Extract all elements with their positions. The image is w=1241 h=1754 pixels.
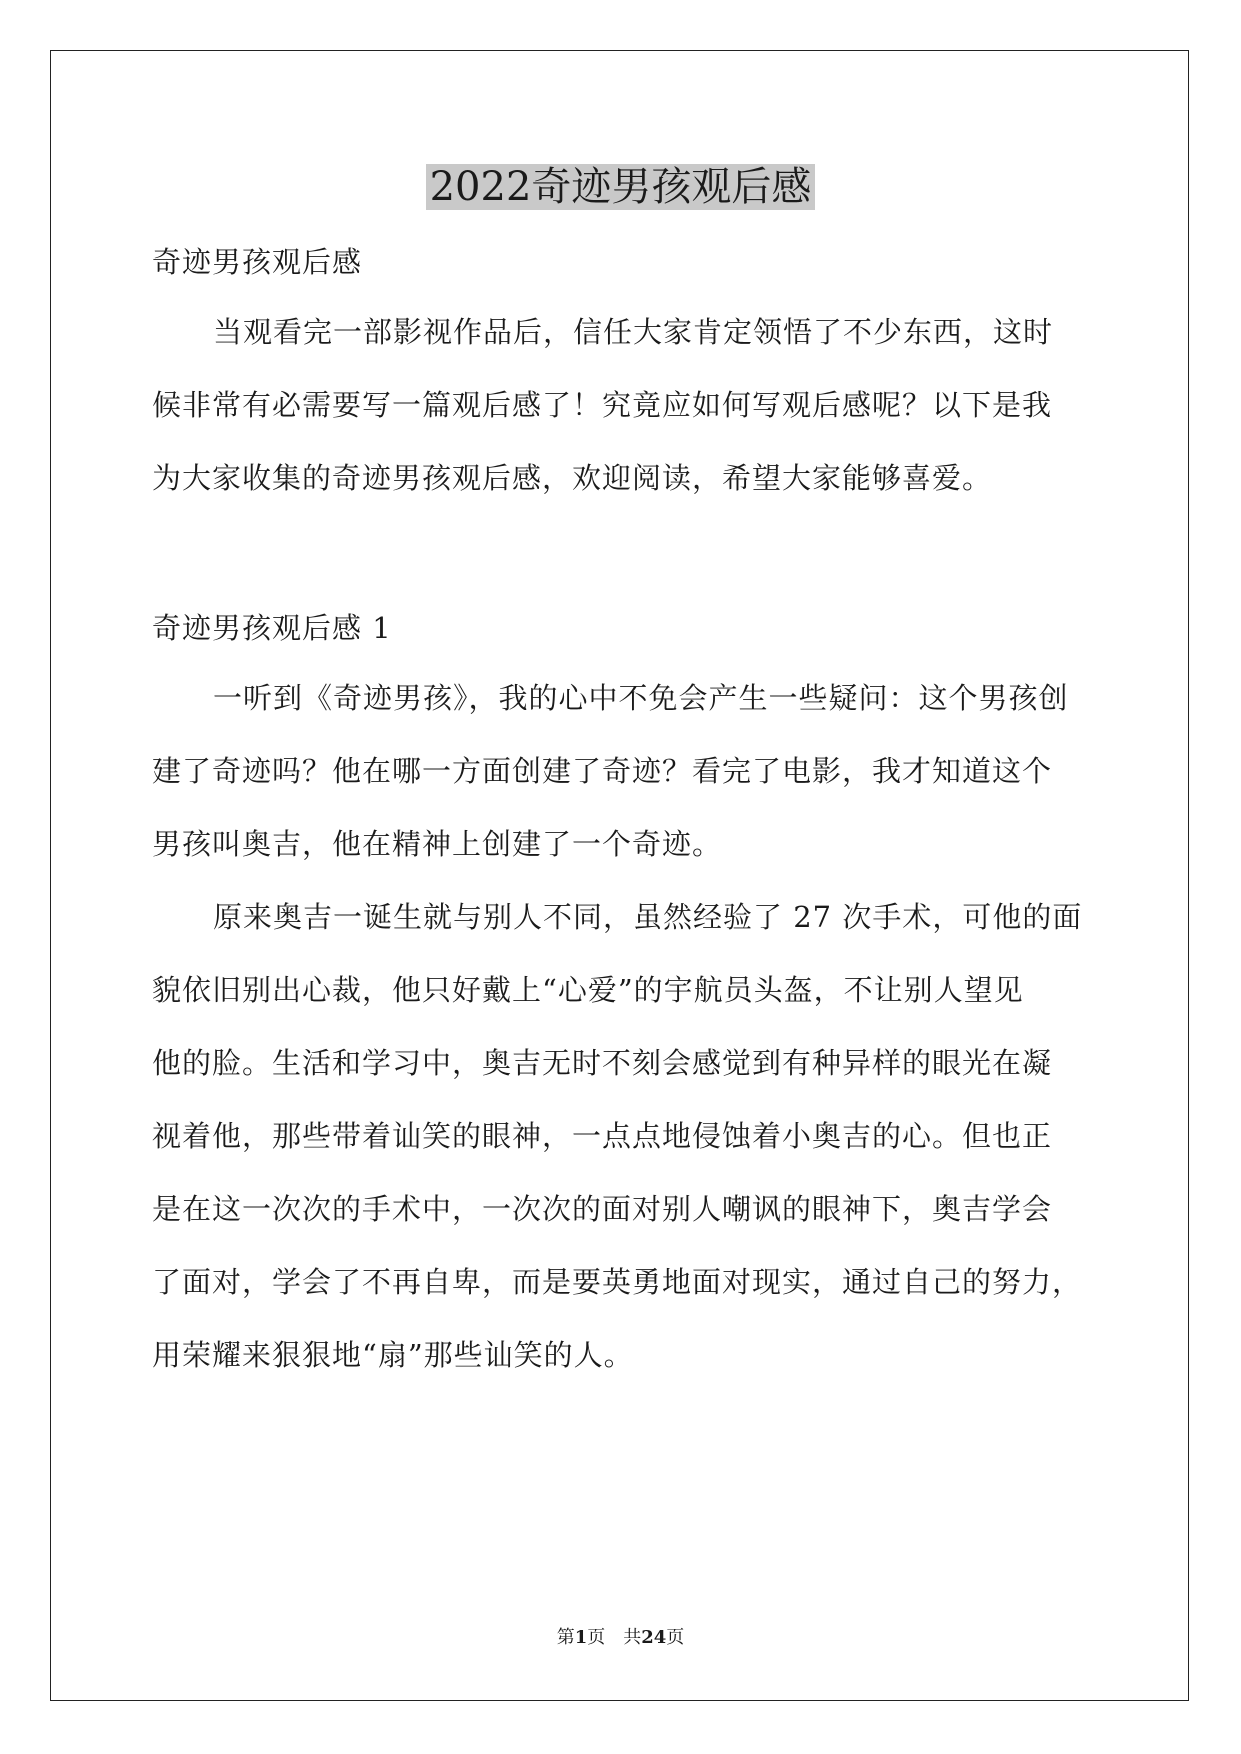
page-number — [0, 1626, 1241, 1650]
page-number-prefix: 第 — [556, 1627, 575, 1648]
paragraph-line: 是在这一次次的手术中，一次次的面对别人嘲讽的眼神下，奥吉学会 — [152, 1192, 1053, 1226]
section-heading-intro: 奇迹男孩观后感 — [152, 245, 363, 279]
paragraph-line: 了面对，学会了不再自卑，而是要英勇地面对现实，通过自己的努力， — [152, 1265, 1083, 1299]
paragraph-line: 一听到《奇迹男孩》，我的心中不免会产生一些疑问：这个男孩创 — [213, 681, 1069, 715]
document-title-text: 2022奇迹男孩观后感 — [426, 164, 816, 210]
paragraph-line: 貌依旧别出心裁，他只好戴上“心爱”的宇航员头盔，不让别人望见 — [152, 973, 1024, 1007]
paragraph-line: 他的脸。生活和学习中，奥吉无时不刻会感觉到有种异样的眼光在凝 — [152, 1046, 1053, 1080]
paragraph-line: 当观看完一部影视作品后，信任大家肯定领悟了不少东西，这时 — [213, 315, 1054, 349]
page-number-current: 1 — [574, 1627, 588, 1648]
page-number-mid: 页 共 — [587, 1627, 642, 1648]
paragraph-line: 为大家收集的奇迹男孩观后感，欢迎阅读，希望大家能够喜爱。 — [152, 461, 993, 495]
paragraph-line: 原来奥吉一诞生就与别人不同，虽然经验了 27 次手术，可他的面 — [213, 900, 1083, 934]
section-heading-1: 奇迹男孩观后感 1 — [152, 611, 392, 645]
paragraph-line: 男孩叫奥吉，他在精神上创建了一个奇迹。 — [152, 827, 723, 861]
page-border — [50, 50, 1189, 1701]
page-number-suffix: 页 — [666, 1627, 685, 1648]
page-number-total: 24 — [641, 1627, 667, 1648]
paragraph-line: 视着他，那些带着讪笑的眼神，一点点地侵蚀着小奥吉的心。但也正 — [152, 1119, 1053, 1153]
paragraph-line: 用荣耀来狠狠地“扇”那些讪笑的人。 — [152, 1338, 634, 1372]
paragraph-line: 建了奇迹吗？他在哪一方面创建了奇迹？看完了电影，我才知道这个 — [152, 754, 1053, 788]
document-title — [0, 160, 1241, 214]
paragraph-line: 候非常有必需要写一篇观后感了！究竟应如何写观后感呢？以下是我 — [152, 388, 1053, 422]
